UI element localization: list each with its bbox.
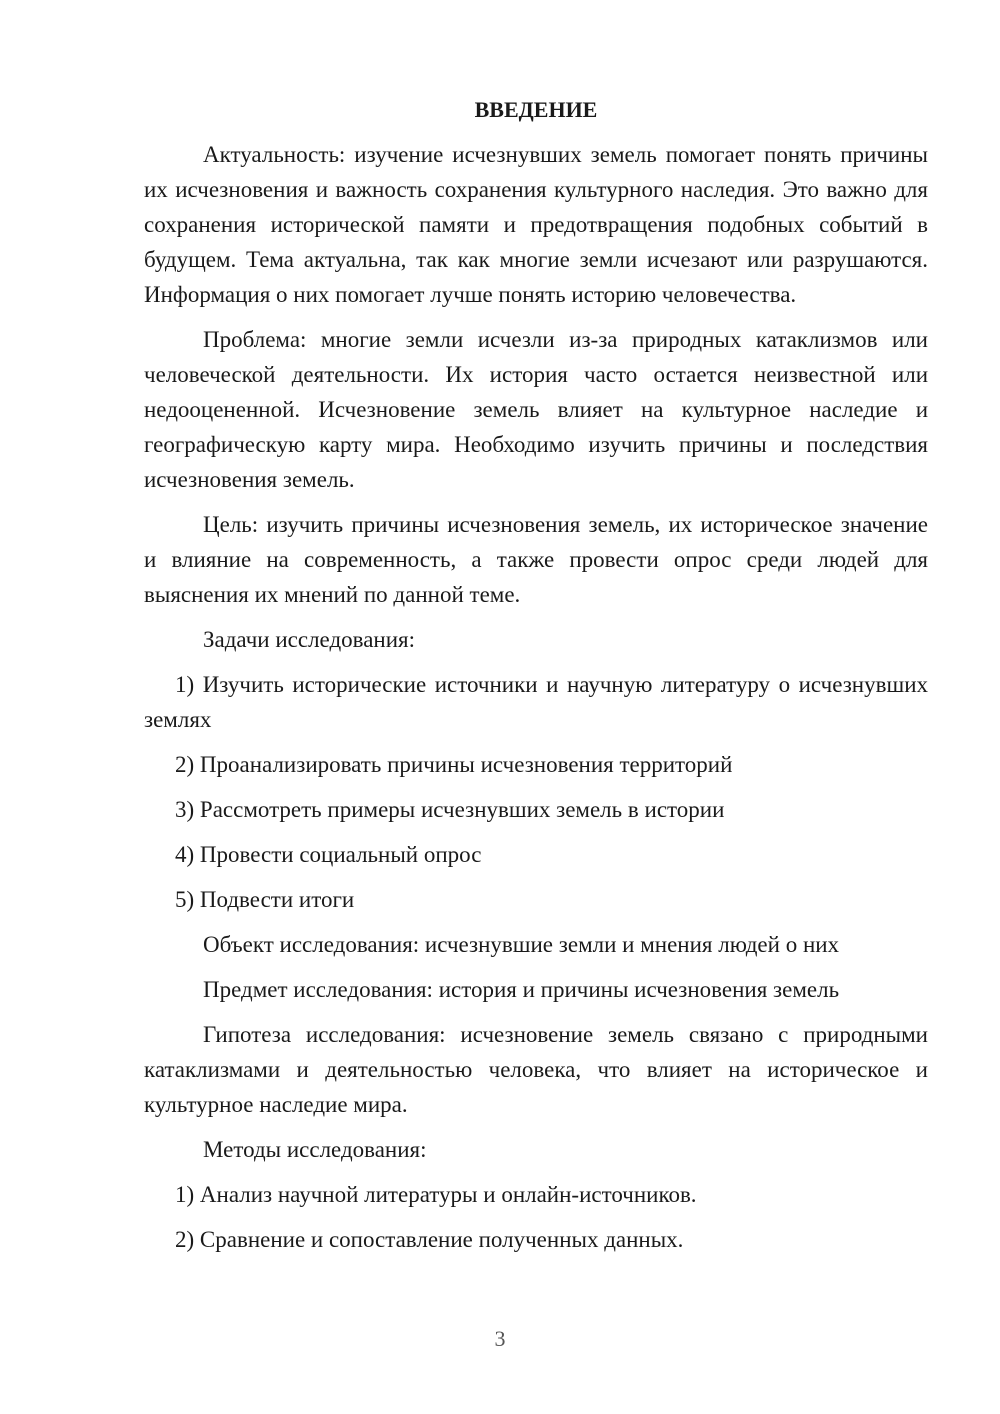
task-item: 5) Подвести итоги: [175, 887, 355, 912]
document-page: [144, 96, 928, 1267]
object-line: Объект исследования: исчезнувшие земли и мнения людей о них: [203, 932, 840, 957]
goal-paragraph: Цель: изучить причины исчезновения земель, их историческое значение и влияние на современность, а также провести опрос среди людей для выяснения их мнений по данной теме.: [144, 512, 928, 607]
page-title: ВВЕДЕНИЕ: [474, 97, 598, 122]
page-number: 3: [494, 1326, 506, 1351]
task-item: 4) Провести социальный опрос: [175, 842, 482, 867]
method-item: 2) Сравнение и сопоставление полученных данных.: [175, 1227, 684, 1252]
problem-paragraph: Проблема: многие земли исчезли из-за природных катаклизмов или человеческой деятельности. Их история часто остается неизвестной или недооцененной. Исчезновение земель влияет на культурное наследие и географическую карту мира. Необходимо изучить причины и последствия исчезновения земель.: [144, 327, 928, 492]
task-item: 3) Рассмотреть примеры исчезнувших земель в истории: [175, 797, 725, 822]
relevance-paragraph: Актуальность: изучение исчезнувших земель помогает понять причины их исчезновения и важность сохранения культурного наследия. Это важно для сохранения исторической памяти и предотвращения подобных событий в будущем. Тема актуальна, так как многие земли исчезают или разрушаются. Информация о них помогает лучше понять историю человечества.: [144, 142, 928, 307]
hypothesis-paragraph: Гипотеза исследования: исчезновение земель связано с природными катаклизмами и деятельностью человека, что влияет на историческое и культурное наследие мира.: [144, 1022, 928, 1117]
task-item: 1) Изучить исторические источники и научную литературу о исчезнувших землях: [144, 672, 928, 732]
method-item: 1) Анализ научной литературы и онлайн-источников.: [175, 1182, 697, 1207]
subject-line: Предмет исследования: история и причины исчезновения земель: [203, 977, 840, 1002]
tasks-heading: Задачи исследования:: [203, 627, 416, 652]
task-item: 2) Проанализировать причины исчезновения территорий: [175, 752, 733, 777]
methods-heading: Методы исследования:: [203, 1137, 427, 1162]
